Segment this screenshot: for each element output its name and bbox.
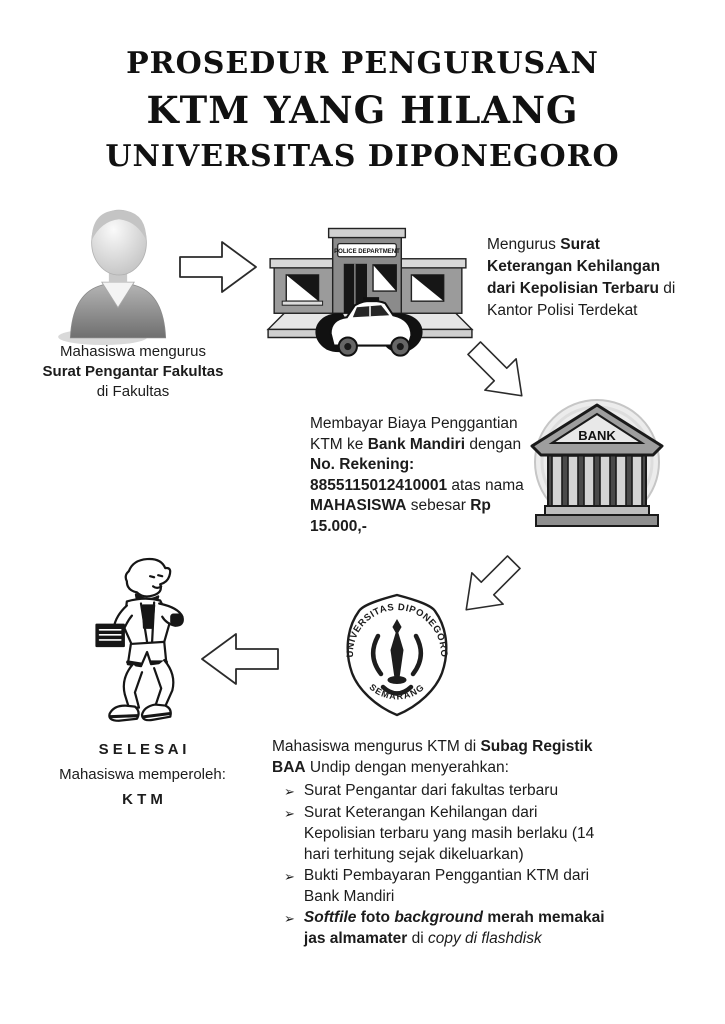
title-line-3: UNIVERSITAS DIPONEGORO [105, 139, 620, 174]
undip-logo-arc-top-text: UNIVERSITAS DIPONEGORO [344, 601, 450, 658]
title-line-2: KTM YANG HILANG [146, 88, 579, 132]
list-item-text: Bukti Pembayaran Penggantian KTM dari Bank Mandiri [303, 867, 590, 905]
bullet-arrow-icon: ➢ [284, 806, 295, 821]
faculty-caption-line2: Surat Pengantar Fakultas [42, 363, 224, 380]
bullet-arrow-icon: ➢ [284, 869, 295, 884]
finish-caption-line2: Mahasiswa memperoleh: [59, 766, 226, 783]
requirements-list [272, 778, 608, 949]
bullet-arrow-icon: ➢ [284, 784, 295, 799]
list-item-text: Surat Pengantar dari fakultas terbaru [303, 782, 559, 799]
police-sign-text: POLICE DEPARTMENT [334, 249, 400, 256]
undip-logo [336, 591, 458, 719]
undip-logo-arc-bottom-text: SEMARANG [367, 681, 427, 702]
list-item-text: Softfile foto background merah memakai jas almamater di copy di flashdisk [303, 909, 605, 947]
police-station-icon [258, 208, 478, 360]
finish-caption-line1: S E L E S A I [98, 741, 187, 758]
faculty-step-caption [20, 342, 246, 402]
bank-icon [518, 394, 676, 536]
bank-step-note: Membayar Biaya Penggantian KTM ke Bank Mandiri dengan No. Rekening: 8855115012410001 atas nama MAHASISWA sebesar Rp 15.000,- [310, 415, 524, 535]
student-icon [56, 202, 180, 346]
title-line-1: PROSEDUR PENGURUSAN [126, 46, 599, 81]
bank-sign-text: BANK [578, 428, 616, 443]
list-item [284, 907, 608, 949]
arrow-right-icon [178, 238, 258, 296]
final-step-intro: Mahasiswa mengurus KTM di Subag Registik BAA Undip dengan menyerahkan: [272, 738, 593, 776]
police-step-note: Mengurus Surat Keterangan Kehilangan dari Kepolisian Terbaru di Kantor Polisi Terdekat [487, 236, 676, 319]
list-item [284, 802, 608, 865]
list-item-text: Surat Keterangan Kehilangan dari Kepolisian terbaru yang masih berlaku (14 hari terhitung sejak dikeluarkan) [303, 804, 595, 863]
finish-caption [35, 737, 250, 812]
bullet-arrow-icon: ➢ [284, 911, 295, 926]
faculty-caption-line1: Mahasiswa mengurus [60, 343, 206, 360]
finish-caption-line3: K T M [122, 791, 163, 808]
list-item [284, 865, 608, 907]
graduate-walking-icon [66, 554, 218, 746]
final-step-note [272, 736, 608, 949]
faculty-caption-line3: di Fakultas [96, 383, 170, 400]
list-item [284, 780, 608, 802]
